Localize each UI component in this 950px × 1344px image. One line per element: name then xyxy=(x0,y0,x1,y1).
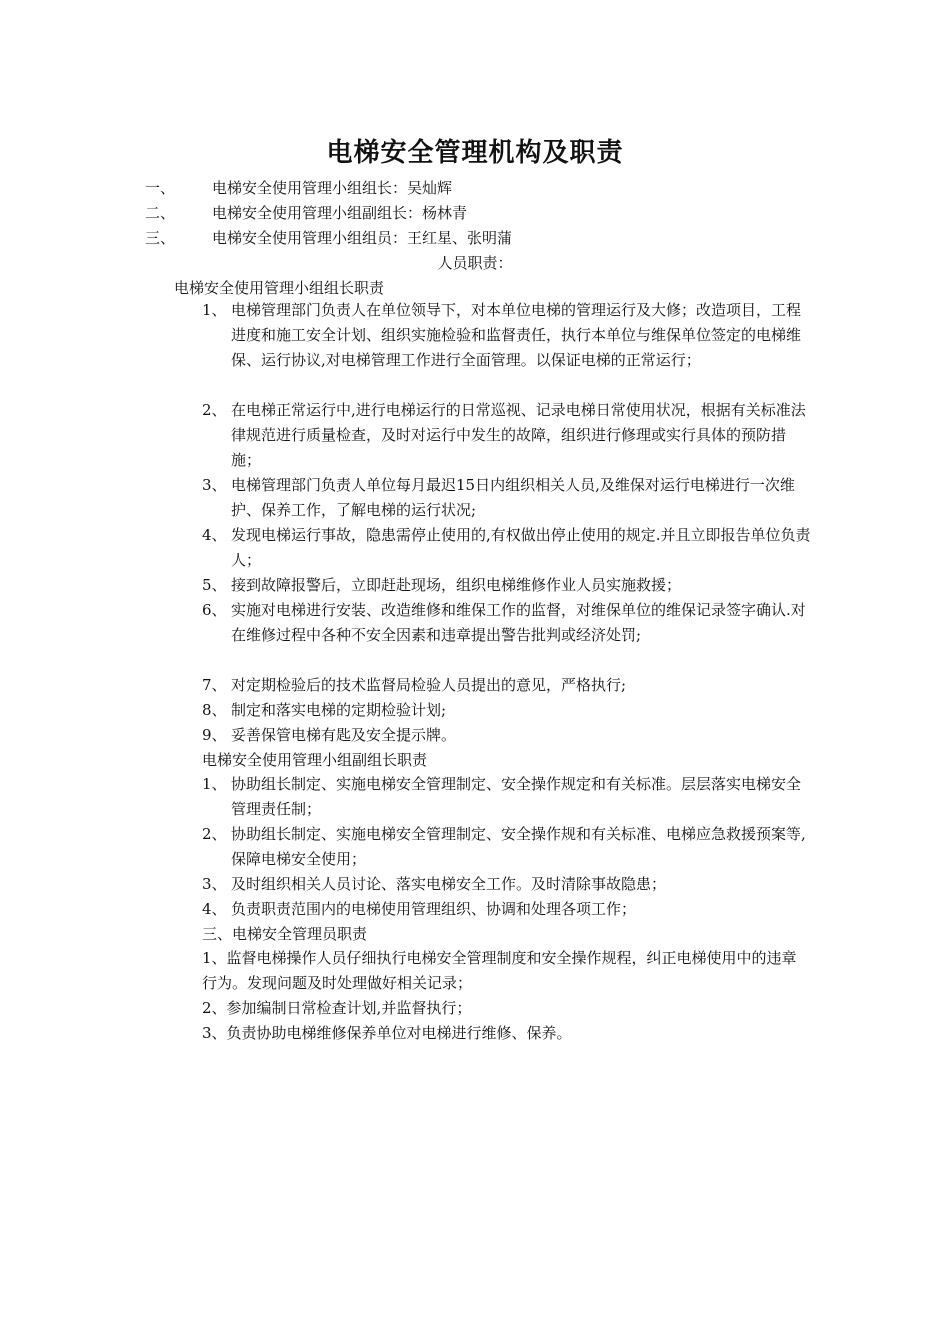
deputy-duties-heading: 电梯安全使用管理小组副组长职责 xyxy=(202,751,428,769)
item-text: 协助组长制定、实施电梯安全管理制定、安全操作规定和有关标准。层层落实电梯安全管理责任制； xyxy=(231,775,802,818)
item-number: 8、 xyxy=(202,701,227,719)
item-number: 1、 xyxy=(202,775,227,793)
org-number: 三、 xyxy=(145,229,176,247)
item-text: 发现电梯运行事故，隐患需停止使用的,有权做出停止使用的规定.并且立即报告单位负责人； xyxy=(231,526,811,569)
item-number: 4、 xyxy=(202,526,227,544)
item-text: 制定和落实电梯的定期检验计划; xyxy=(231,701,447,719)
org-number: 二、 xyxy=(145,204,176,222)
org-text: 电梯安全使用管理小组副组长：杨林青 xyxy=(212,204,468,222)
item-text: 妥善保管电梯有匙及安全提示牌。 xyxy=(231,726,457,744)
manager-duty-item: 2、参加编制日常检查计划,并监督执行； xyxy=(202,999,472,1017)
item-text: 电梯管理部门负责人在单位领导下，对本单位电梯的管理运行及大修；改造项目，工程进度和施工安全计划、组织实施检验和监督责任，执行本单位与维保单位签定的电梯维保、运行协议,对电梯管理工作进行全面管理。以保证电梯的正常运行； xyxy=(231,301,802,369)
manager-duties-heading: 三、电梯安全管理员职责 xyxy=(202,925,368,943)
item-number: 3、 xyxy=(202,476,227,494)
item-number: 7、 xyxy=(202,676,227,694)
item-number: 2、 xyxy=(202,401,227,419)
item-text: 在电梯正常运行中,进行电梯运行的日常巡视、记录电梯日常使用状况，根据有关标准法律规范进行质量检查，及时对运行中发生的故障，组织进行修理或实行具体的预防措施； xyxy=(231,401,806,469)
org-text: 电梯安全使用管理小组组长：吴灿辉 xyxy=(212,179,453,197)
item-number: 1、 xyxy=(202,301,227,319)
item-text: 及时组织相关人员讨论、落实电梯安全工作。及时清除事故隐患； xyxy=(231,875,667,893)
manager-duty-item: 1、监督电梯操作人员仔细执行电梯安全管理制度和安全操作规程，纠正电梯使用中的违章行为。发现问题及时处理做好相关记录； xyxy=(202,949,797,992)
item-text: 接到故障报警后，立即赶赴现场，组织电梯维修作业人员实施救援； xyxy=(231,576,682,594)
manager-duty-item: 3、负责协助电梯维修保养单位对电梯进行维修、保养。 xyxy=(202,1024,572,1042)
item-number: 3、 xyxy=(202,875,227,893)
leader-duties-heading: 电梯安全使用管理小组组长职责 xyxy=(174,279,385,297)
item-text: 协助组长制定、实施电梯安全管理制定、安全操作规和有关标准、电梯应急救援预案等,保障电梯安全使用； xyxy=(231,825,806,868)
item-text: 实施对电梯进行安装、改造维修和维保工作的监督，对维保单位的维保记录签字确认.对在维修过程中各种不安全因素和违章提出警告批判或经济处罚; xyxy=(231,601,806,644)
item-number: 6、 xyxy=(202,601,227,619)
item-text: 电梯管理部门负责人单位每月最迟15日内组织相关人员,及维保对运行电梯进行一次维护、保养工作，了解电梯的运行状况; xyxy=(231,476,795,519)
item-text: 负责职责范围内的电梯使用管理组织、协调和处理各项工作； xyxy=(231,900,637,918)
item-number: 4、 xyxy=(202,900,227,918)
item-number: 9、 xyxy=(202,726,227,744)
item-text: 对定期检验后的技术监督局检验人员提出的意见，严格执行; xyxy=(231,676,627,694)
page-title: 电梯安全管理机构及职责 xyxy=(326,138,624,168)
org-number: 一、 xyxy=(145,179,176,197)
item-number: 5、 xyxy=(202,576,227,594)
staff-duties-heading: 人员职责： xyxy=(437,254,513,272)
item-number: 2、 xyxy=(202,825,227,843)
org-text: 电梯安全使用管理小组组员：王红星、张明蒲 xyxy=(212,229,513,247)
